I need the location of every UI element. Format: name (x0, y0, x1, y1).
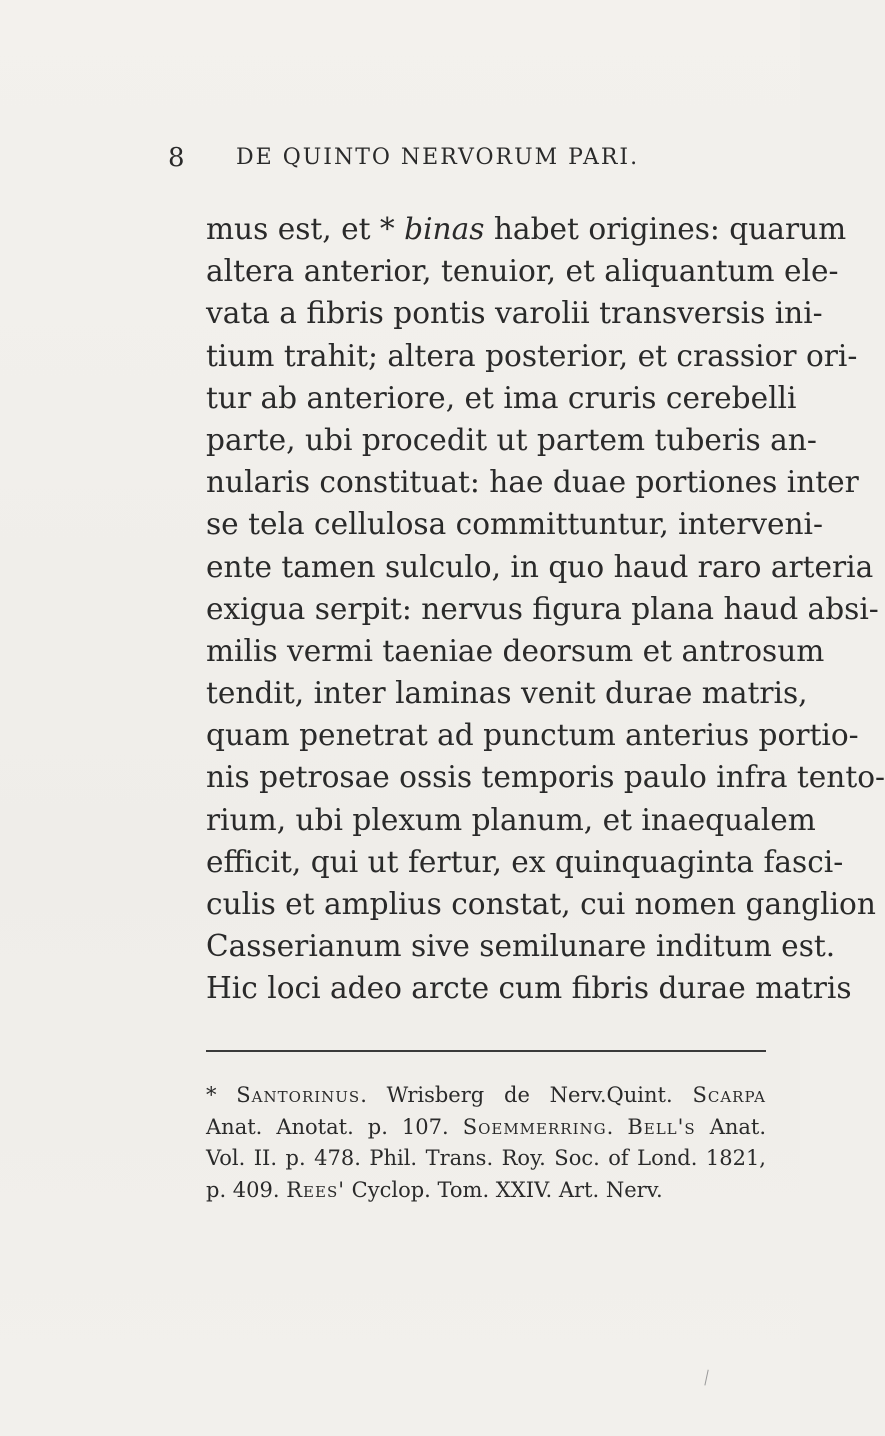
body-line: tur ab anteriore, et ima cruris cerebelli (206, 380, 797, 415)
body-line: mus est, et * binas habet origines: quarum (206, 212, 847, 246)
body-line: se tela cellulosa committuntur, interveni- (206, 507, 824, 542)
stray-mark (704, 1370, 712, 1387)
footnote-rule (206, 1050, 766, 1052)
body-line: ente tamen sulculo, in quo haud raro arteria (206, 549, 874, 584)
running-head: DE QUINTO NERVORUM PARI. (236, 145, 640, 170)
body-line: Casserianum sive semilunare inditum est. (206, 929, 836, 964)
body-line: tendit, inter laminas venit durae matris, (206, 676, 808, 711)
body-line: nis petrosae ossis temporis paulo infra tento- (206, 760, 885, 795)
page-number: 8 (168, 143, 186, 173)
body-line: rium, ubi plexum planum, et inaequalem (206, 802, 816, 837)
footnote-line: Anat. Anotat. p. 107. Soemmerring. Bell's Anat. (206, 1114, 767, 1139)
footnote-line: * Santorinus. Wrisberg de Nerv.Quint. Scarpa (206, 1083, 766, 1107)
body-text (206, 208, 885, 1010)
page-header (168, 143, 788, 183)
body-line: exigua serpit: nervus figura plana haud absi- (206, 591, 879, 626)
body-line: altera anterior, tenuior, et aliquantum ele- (206, 254, 839, 289)
body-line: Hic loci adeo arcte cum fibris durae matris (206, 971, 852, 1006)
body-line: vata a fibris pontis varolii transversis ini- (206, 296, 823, 331)
footnote-line: Vol. II. p. 478. Phil. Trans. Roy. Soc. of Lond. 1821, (206, 1146, 766, 1170)
italic-word: binas (404, 212, 485, 246)
body-line: quam penetrat ad punctum anterius portio- (206, 718, 859, 753)
body-line: tium trahit; altera posterior, et crassior ori- (206, 338, 858, 373)
body-line: milis vermi taeniae deorsum et antrosum (206, 633, 825, 668)
body-line: efficit, qui ut fertur, ex quinquaginta fasci- (206, 844, 844, 879)
footnote-line: p. 409. Rees' Cyclop. Tom. XXIV. Art. Nerv. (206, 1177, 663, 1202)
footnote (206, 1080, 766, 1206)
body-line: nularis constituat: hae duae portiones inter (206, 465, 859, 500)
body-line: culis et amplius constat, cui nomen ganglion (206, 887, 876, 921)
body-line: parte, ubi procedit ut partem tuberis an- (206, 422, 817, 457)
